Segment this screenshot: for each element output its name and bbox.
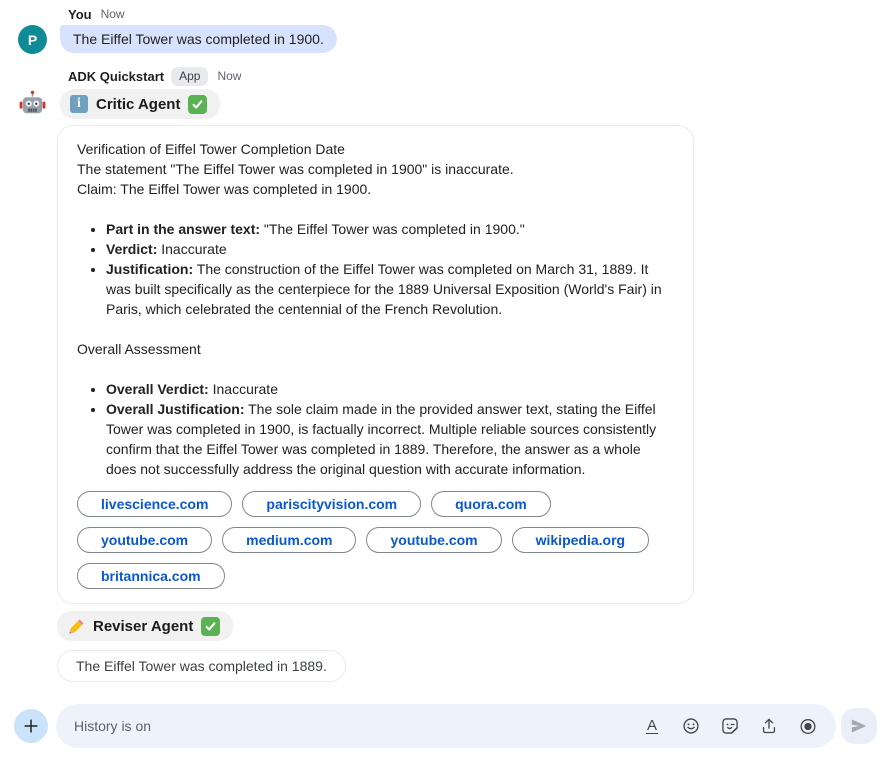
check-icon (188, 95, 207, 114)
source-chip[interactable]: pariscityvision.com (242, 491, 421, 517)
check-icon (201, 617, 220, 636)
critic-agent-pill (60, 89, 220, 119)
card-statement: The statement "The Eiffel Tower was completed in 1900" is inaccurate. (77, 161, 514, 177)
verification-card (57, 125, 694, 604)
list-item (106, 239, 674, 259)
app-sender-name: ADK Quickstart (68, 69, 165, 84)
source-chip[interactable]: youtube.com (77, 527, 212, 553)
claim-bullet-list (77, 219, 674, 319)
app-message-header (68, 67, 891, 86)
upload-button[interactable] (759, 716, 779, 736)
user-message-header (68, 7, 891, 22)
bullet-label: Part in the answer text: (106, 221, 261, 237)
bullet-text: Inaccurate (157, 241, 227, 257)
message-composer (14, 704, 877, 748)
source-chips (77, 491, 674, 599)
bullet-text: Inaccurate (208, 381, 278, 397)
critic-agent-row (18, 89, 891, 119)
source-chip[interactable]: quora.com (431, 491, 551, 517)
source-chip[interactable]: youtube.com (366, 527, 501, 553)
bullet-label: Verdict: (106, 241, 158, 257)
reviser-agent-pill (57, 611, 233, 641)
overall-assessment-heading: Overall Assessment (77, 341, 201, 357)
record-icon (798, 716, 818, 737)
composer-icons (642, 716, 818, 736)
user-message-row (18, 25, 891, 54)
app-message-timestamp: Now (217, 69, 242, 83)
sticker-button[interactable] (720, 716, 740, 736)
robot-icon (18, 89, 47, 118)
format-button[interactable] (642, 716, 662, 736)
critic-agent-label: Critic Agent (96, 95, 181, 113)
reviser-message-bubble: The Eiffel Tower was completed in 1889. (57, 650, 346, 682)
source-chip[interactable]: britannica.com (77, 563, 225, 589)
bullet-label: Overall Verdict: (106, 381, 209, 397)
source-chip[interactable]: wikipedia.org (512, 527, 649, 553)
emoji-button[interactable] (681, 716, 701, 736)
send-icon (849, 716, 869, 736)
message-input[interactable] (72, 717, 642, 735)
format-icon: A (646, 717, 657, 734)
bullet-text: The construction of the Eiffel Tower was completed on March 31, 1889. It was built specifically as the centerpiece for the 1889 Universal Exposition (World's Fair) in Paris, which celebrated the centennial of the French Revolution. (106, 261, 662, 317)
record-button[interactable] (798, 716, 818, 736)
card-claim: Claim: The Eiffel Tower was completed in 1900. (77, 181, 372, 197)
info-icon: i (70, 95, 88, 113)
message-timestamp: Now (100, 7, 125, 21)
user-avatar[interactable]: P (18, 25, 47, 54)
bullet-label: Justification: (106, 261, 194, 277)
source-chip[interactable]: medium.com (222, 527, 356, 553)
list-item (106, 399, 674, 479)
emoji-icon (681, 716, 701, 736)
bot-avatar[interactable] (18, 89, 47, 118)
list-item (106, 219, 674, 239)
list-item (106, 379, 674, 399)
app-badge: App (171, 67, 208, 86)
add-button[interactable] (14, 709, 48, 743)
send-button[interactable] (841, 708, 877, 744)
bullet-label: Overall Justification: (106, 401, 245, 417)
pencil-icon (67, 617, 85, 635)
reviser-agent-label: Reviser Agent (93, 617, 194, 635)
chat-window (0, 7, 891, 766)
bullet-text: "The Eiffel Tower was completed in 1900." (260, 221, 525, 237)
add-icon (21, 716, 41, 736)
upload-icon (759, 716, 779, 736)
overall-bullet-list (77, 379, 674, 479)
source-chip[interactable]: livescience.com (77, 491, 232, 517)
bullet-text: The sole claim made in the provided answer text, stating the Eiffel Tower was completed in 1900, is factually incorrect. Multiple reliable sources consistently confirm that the Eiffel Tower was completed in 1889. Therefore, the answer as a whole does not successfully address the original question with accurate information. (106, 401, 657, 477)
user-message-bubble: The Eiffel Tower was completed in 1900. (60, 25, 337, 53)
sticker-icon (720, 716, 740, 736)
sender-name: You (68, 7, 92, 22)
card-title: Verification of Eiffel Tower Completion Date (77, 141, 345, 157)
list-item (106, 259, 674, 319)
message-input-pill (56, 704, 836, 748)
